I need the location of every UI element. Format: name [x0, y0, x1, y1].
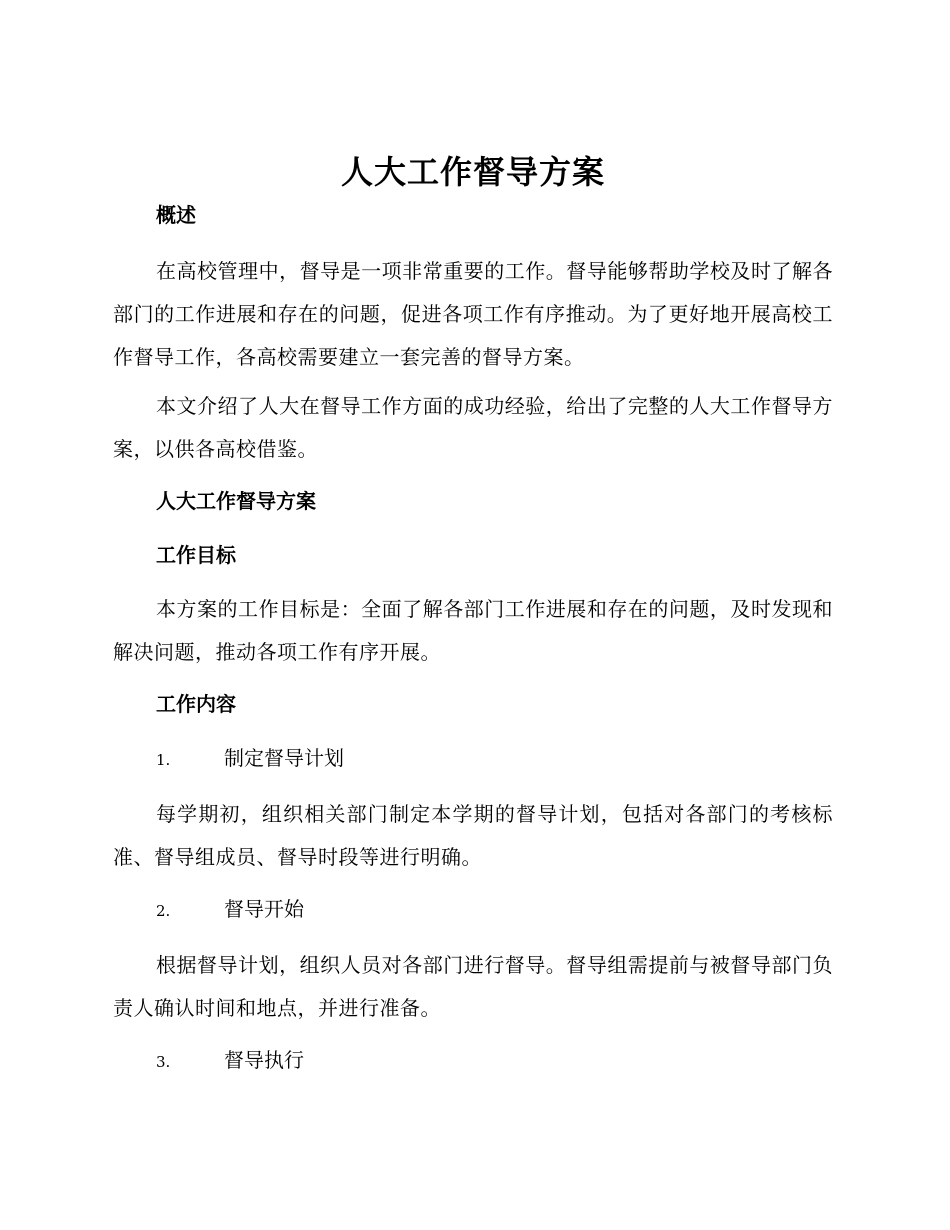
list-item-label: 督导执行: [224, 1048, 304, 1072]
document-title: 人大工作督导方案: [340, 153, 605, 191]
goal-heading: 工作目标: [156, 543, 236, 567]
list-item-2: [113, 894, 833, 926]
list-item-label: 督导开始: [224, 897, 304, 921]
content-heading: 工作内容: [156, 692, 236, 716]
overview-paragraph-1: 在高校管理中，督导是一项非常重要的工作。督导能够帮助学校及时了解各部门的工作进展和存在的问题，促进各项工作有序推动。为了更好地开展高校工作督导工作，各高校需要建立一套完善的督导方案。: [113, 259, 833, 369]
plan-heading: 人大工作督导方案: [156, 489, 316, 513]
overview-heading: 概述: [156, 203, 196, 227]
list-item-number: 3.: [156, 1053, 171, 1071]
list-item-1-description: 每学期初，组织相关部门制定本学期的督导计划，包括对各部门的考核标准、督导组成员、督导时段等进行明确。: [113, 802, 833, 869]
list-item-2-description: 根据督导计划，组织人员对各部门进行督导。督导组需提前与被督导部门负责人确认时间和地点，并进行准备。: [113, 953, 833, 1020]
overview-paragraph-2: 本文介绍了人大在督导工作方面的成功经验，给出了完整的人大工作督导方案，以供各高校借鉴。: [113, 394, 833, 461]
list-item-3: [113, 1045, 833, 1077]
list-item-number: 1.: [156, 751, 171, 769]
list-item-1: [113, 743, 833, 775]
list-item-number: 2.: [156, 902, 171, 920]
document-body: [113, 150, 833, 1077]
goal-paragraph: 本方案的工作目标是：全面了解各部门工作进展和存在的问题，及时发现和解决问题，推动各项工作有序开展。: [113, 597, 833, 664]
list-item-label: 制定督导计划: [224, 746, 344, 770]
